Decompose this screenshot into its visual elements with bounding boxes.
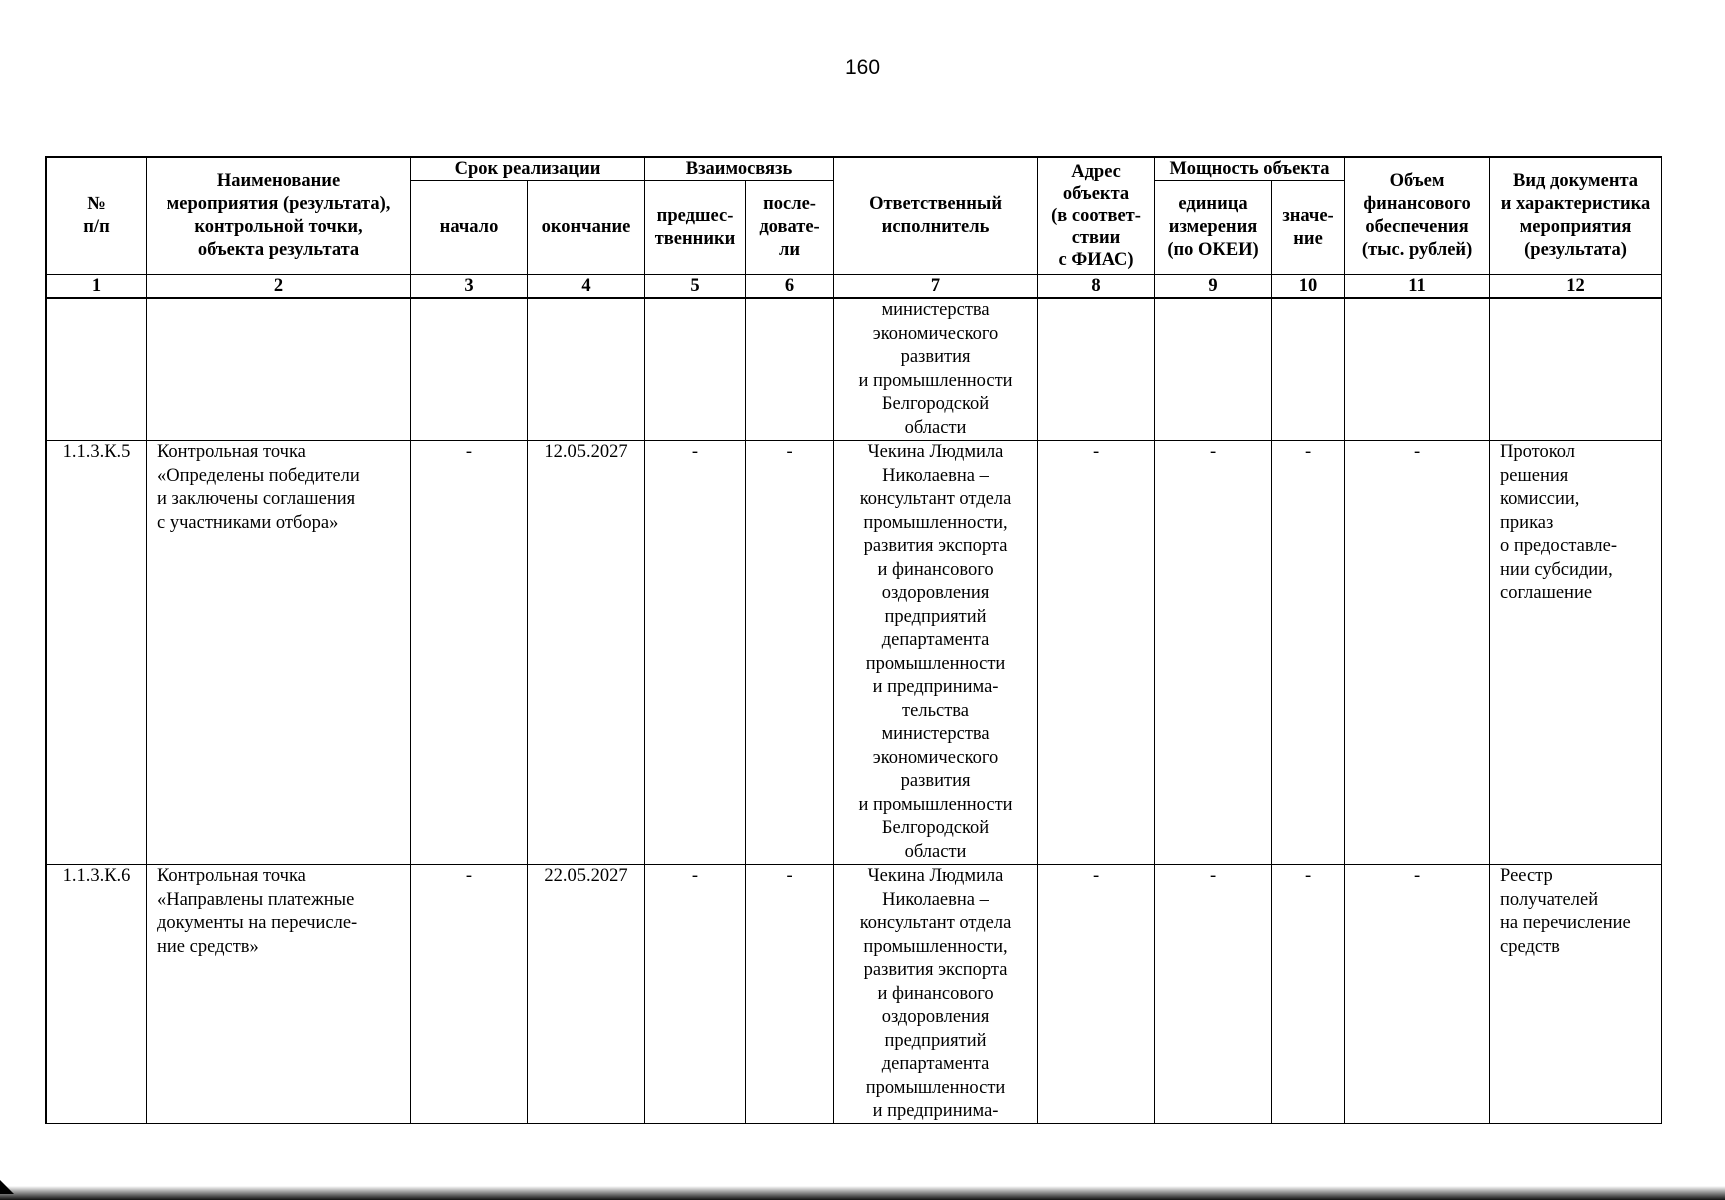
cell-predecessors: - bbox=[645, 865, 746, 1125]
scan-corner-mark bbox=[0, 1180, 14, 1194]
table-header bbox=[47, 158, 1662, 299]
cell-finance: - bbox=[1345, 441, 1490, 865]
cell-empty bbox=[746, 298, 834, 441]
cell-empty bbox=[1155, 298, 1272, 441]
cell-responsible: Чекина Людмила Николаевна – консультант отдела промышленности, развития экспорта и финансового оздоровления предприятий департамента промышленности и предпринима- bbox=[834, 865, 1038, 1125]
header-successors: после- довате- ли bbox=[746, 181, 834, 275]
column-number: 7 bbox=[834, 275, 1038, 299]
header-start: начало bbox=[411, 181, 528, 275]
page-number: 160 bbox=[844, 56, 881, 79]
header-document: Вид документа и характеристика мероприятия (результата) bbox=[1490, 158, 1662, 275]
header-name: Наименование мероприятия (результата), контрольной точки, объекта результата bbox=[147, 158, 411, 275]
table-row bbox=[47, 441, 1662, 865]
table-body bbox=[47, 298, 1662, 1124]
cell-empty bbox=[1272, 298, 1345, 441]
cell-end: 12.05.2027 bbox=[528, 441, 645, 865]
cell-empty bbox=[1345, 298, 1490, 441]
cell-empty bbox=[1038, 298, 1155, 441]
cell-empty bbox=[411, 298, 528, 441]
scan-edge-shadow bbox=[0, 1186, 1725, 1200]
column-number: 4 bbox=[528, 275, 645, 299]
plan-table bbox=[46, 157, 1662, 1124]
cell-name: Контрольная точка «Направлены платежные документы на перечисле- ние средств» bbox=[147, 865, 411, 1125]
cell-empty bbox=[645, 298, 746, 441]
column-number: 12 bbox=[1490, 275, 1662, 299]
cell-end: 22.05.2027 bbox=[528, 865, 645, 1125]
column-number: 6 bbox=[746, 275, 834, 299]
header-predecessors: предшес- твенники bbox=[645, 181, 746, 275]
cell-id: 1.1.3.К.5 bbox=[47, 441, 147, 865]
column-number: 2 bbox=[147, 275, 411, 299]
cell-name: Контрольная точка «Определены победители и заключены соглашения с участниками отбора» bbox=[147, 441, 411, 865]
header-link-group: Взаимосвязь bbox=[645, 158, 834, 181]
table-row-continuation bbox=[47, 298, 1662, 441]
header-value: значе- ние bbox=[1272, 181, 1345, 275]
cell-unit: - bbox=[1155, 441, 1272, 865]
cell-empty bbox=[147, 298, 411, 441]
column-number: 1 bbox=[47, 275, 147, 299]
header-period-group: Срок реализации bbox=[411, 158, 645, 181]
cell-unit: - bbox=[1155, 865, 1272, 1125]
cell-document: Реестр получателей на перечисление средств bbox=[1490, 865, 1662, 1125]
header-unit: единица измерения (по ОКЕИ) bbox=[1155, 181, 1272, 275]
header-number: № п/п bbox=[47, 158, 147, 275]
cell-empty bbox=[47, 298, 147, 441]
header-power-group: Мощность объекта bbox=[1155, 158, 1345, 181]
cell-document: Протокол решения комиссии, приказ о предоставле- нии субсидии, соглашение bbox=[1490, 441, 1662, 865]
column-number: 8 bbox=[1038, 275, 1155, 299]
cell-start: - bbox=[411, 441, 528, 865]
header-address: Адрес объекта (в соответ- ствии с ФИАС) bbox=[1038, 158, 1155, 275]
cell-responsible: Чекина Людмила Николаевна – консультант отдела промышленности, развития экспорта и финансового оздоровления предприятий департамента промышленности и предпринима- тельства министерства экономического развития и промышленности Белгородской области bbox=[834, 441, 1038, 865]
cell-empty bbox=[1490, 298, 1662, 441]
header-finance: Объем финансового обеспечения (тыс. рублей) bbox=[1345, 158, 1490, 275]
column-number: 11 bbox=[1345, 275, 1490, 299]
cell-finance: - bbox=[1345, 865, 1490, 1125]
column-number: 10 bbox=[1272, 275, 1345, 299]
column-number: 3 bbox=[411, 275, 528, 299]
cell-id: 1.1.3.К.6 bbox=[47, 865, 147, 1125]
cell-address: - bbox=[1038, 865, 1155, 1125]
column-number: 5 bbox=[645, 275, 746, 299]
cell-address: - bbox=[1038, 441, 1155, 865]
plan-table-container bbox=[45, 156, 1662, 1124]
cell-predecessors: - bbox=[645, 441, 746, 865]
cell-value: - bbox=[1272, 441, 1345, 865]
header-responsible: Ответственный исполнитель bbox=[834, 158, 1038, 275]
cell-empty bbox=[528, 298, 645, 441]
cell-successors: - bbox=[746, 865, 834, 1125]
cell-responsible: министерства экономического развития и промышленности Белгородской области bbox=[834, 298, 1038, 441]
cell-value: - bbox=[1272, 865, 1345, 1125]
column-number-row bbox=[47, 275, 1662, 299]
cell-successors: - bbox=[746, 441, 834, 865]
table-row bbox=[47, 865, 1662, 1125]
header-end: окончание bbox=[528, 181, 645, 275]
cell-start: - bbox=[411, 865, 528, 1125]
column-number: 9 bbox=[1155, 275, 1272, 299]
